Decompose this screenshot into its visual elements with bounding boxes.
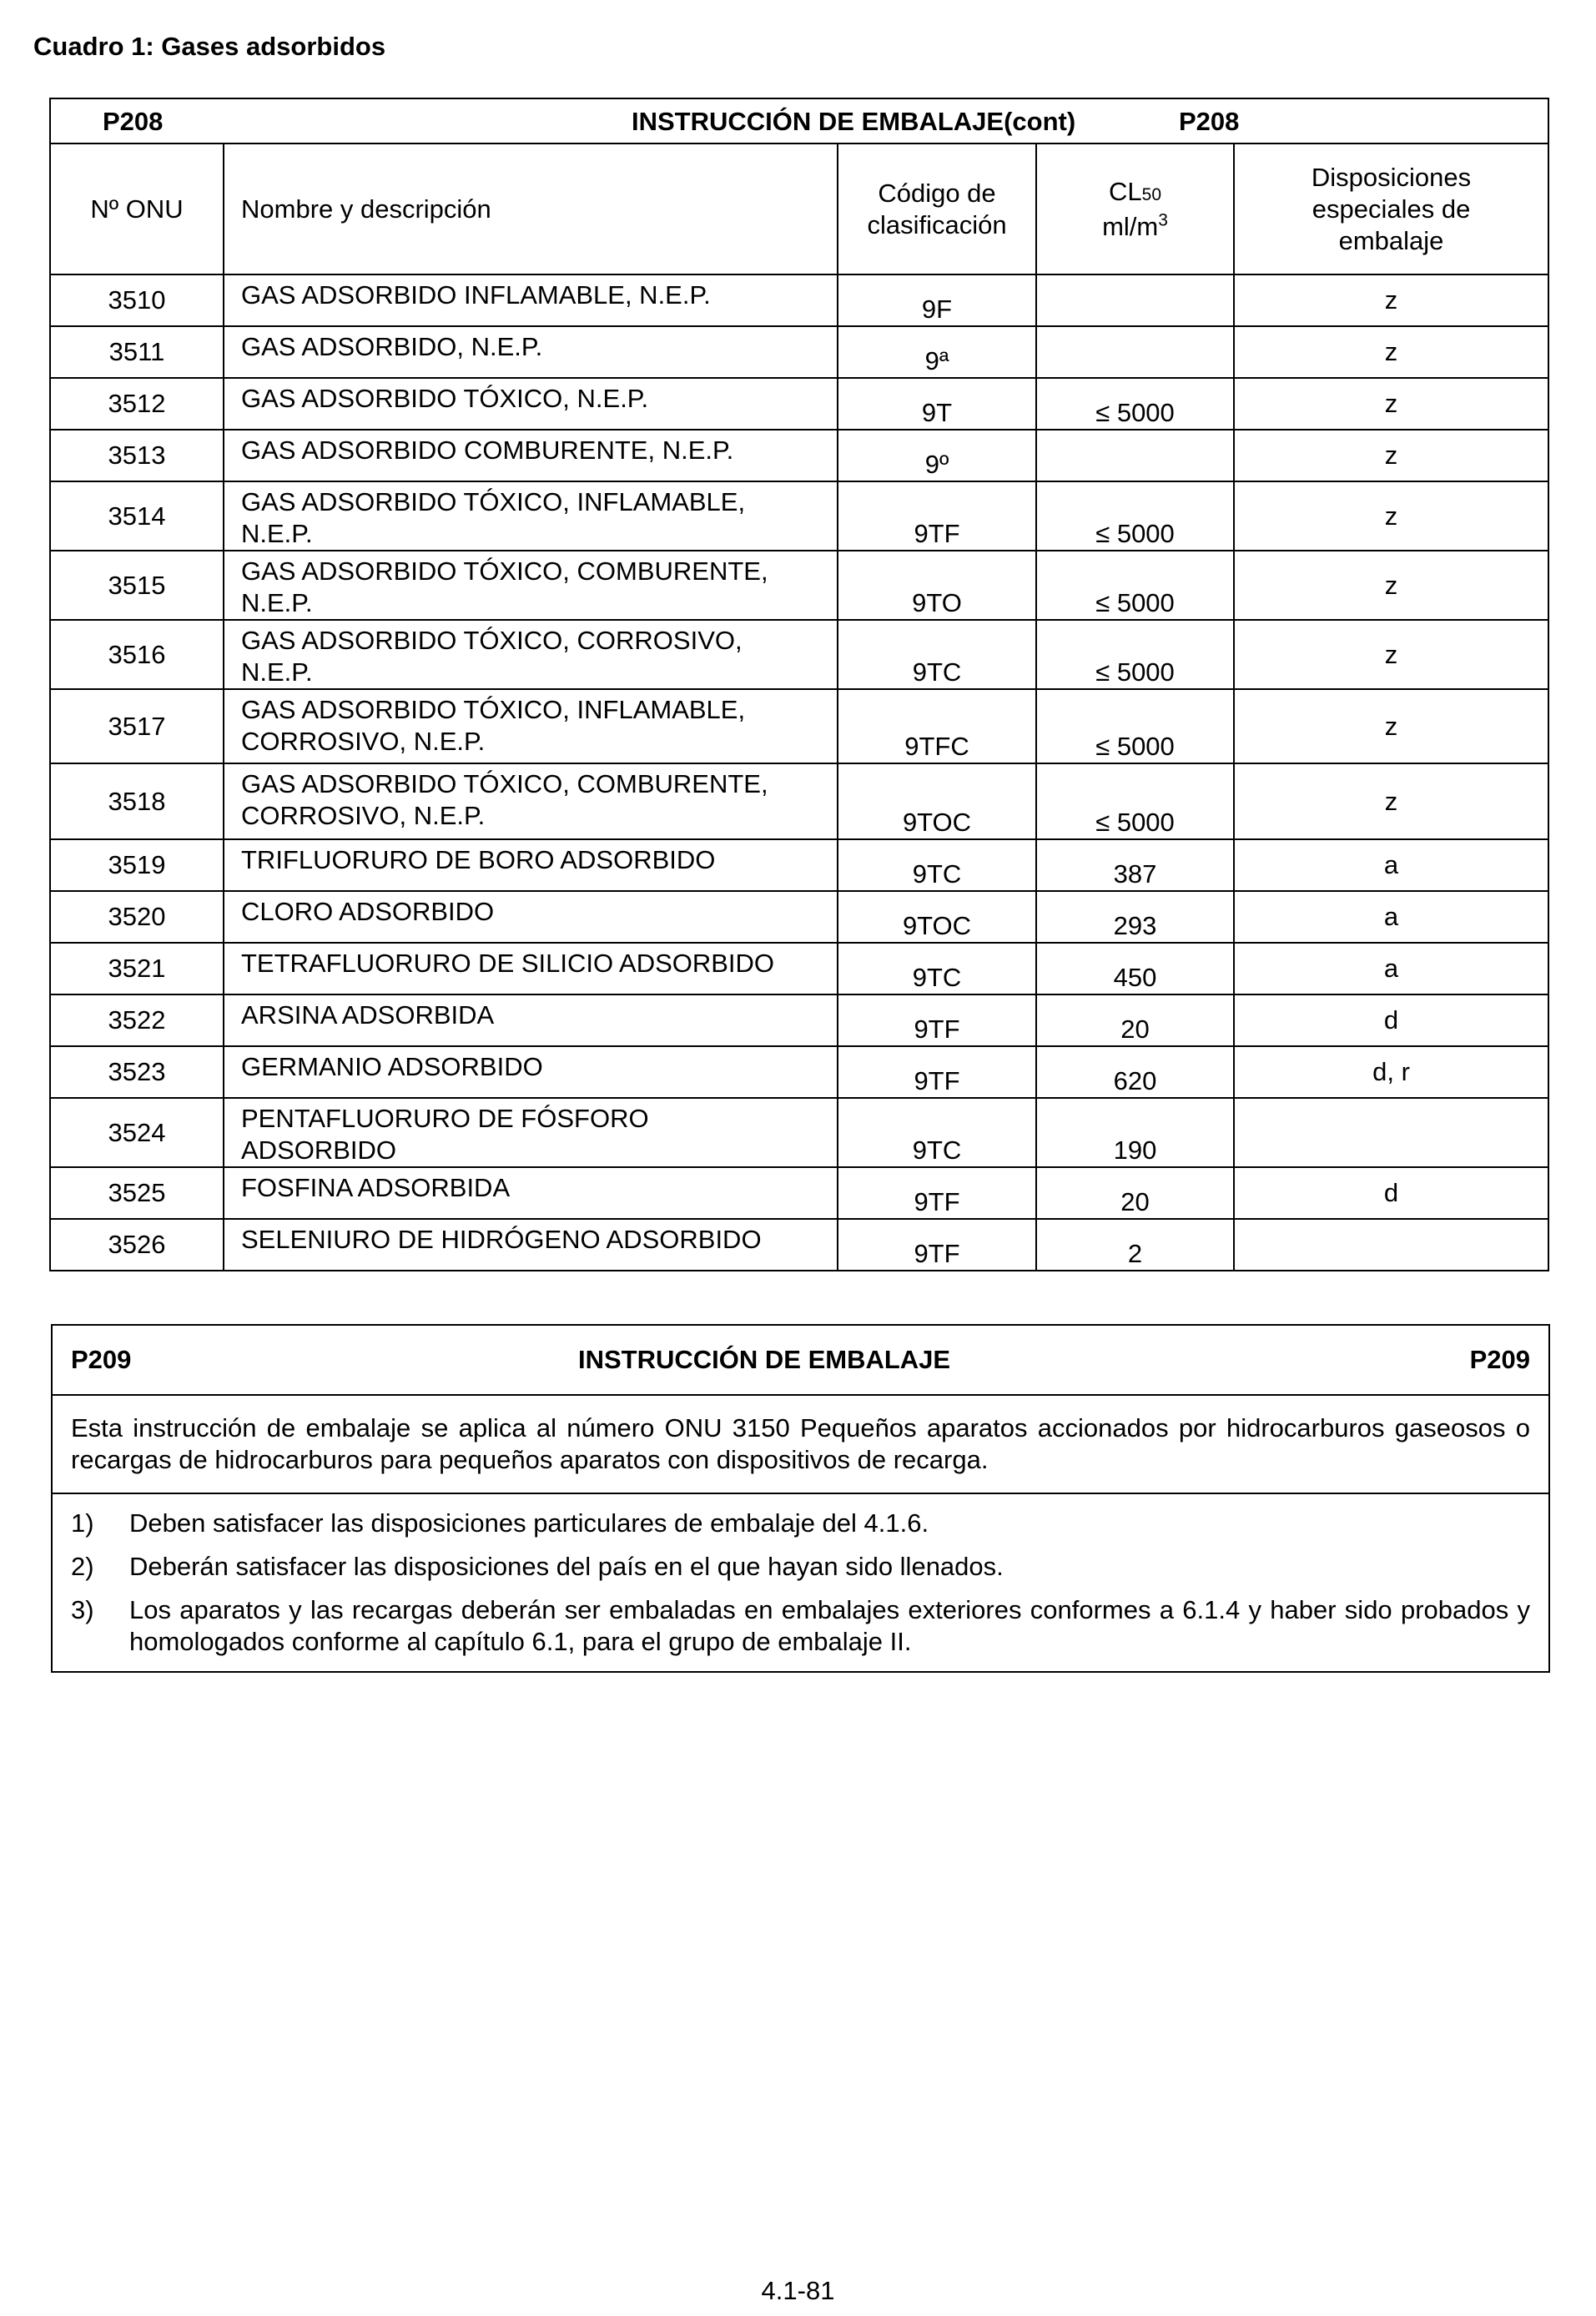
col-header-onu: Nº ONU: [50, 143, 224, 274]
onu-cell-text: 3521: [108, 954, 166, 983]
name-cell: [224, 763, 838, 839]
cl50-cell: [1036, 943, 1234, 994]
onu-cell-text: 3510: [108, 285, 166, 315]
onu-cell-text: 3518: [108, 786, 166, 816]
onu-cell: [50, 481, 224, 551]
name-cell: [224, 378, 838, 430]
cl50-cell: [1036, 430, 1234, 481]
disp-cell-text: z: [1384, 337, 1398, 366]
disp-cell-text: z: [1384, 441, 1398, 470]
disp-cell: [1234, 1046, 1548, 1098]
cl50-cell: [1036, 1167, 1234, 1219]
onu-cell: [50, 943, 224, 994]
disp-cell: [1234, 326, 1548, 378]
col-header-disp-line1: Disposiciones: [1311, 162, 1472, 192]
disp-cell-text: a: [1383, 850, 1399, 879]
name-cell: [224, 481, 838, 551]
name-cell: [224, 1219, 838, 1271]
onu-cell-text: 3516: [108, 639, 166, 669]
list-item: [71, 1551, 1530, 1583]
onu-cell-text: 3511: [108, 337, 165, 366]
name-cell-text: GAS ADSORBIDO TÓXICO, N.E.P.: [241, 384, 649, 413]
col-header-code-line1: Código de: [878, 178, 996, 208]
cl50-cell: [1036, 326, 1234, 378]
table-row: [50, 326, 1548, 378]
disp-cell-text: z: [1384, 570, 1398, 600]
col-header-disp-line3: embalaje: [1338, 225, 1444, 255]
cl50-cell: [1036, 994, 1234, 1046]
p209-intro-row: [52, 1395, 1549, 1493]
table-row: [50, 551, 1548, 620]
code-cell-text: 9TF: [914, 1066, 960, 1095]
disp-cell-text: z: [1384, 389, 1398, 418]
name-cell-text: CORROSIVO, N.E.P.: [241, 801, 486, 830]
name-cell-text: GAS ADSORBIDO COMBURENTE, N.E.P.: [241, 436, 734, 465]
name-cell-text: GAS ADSORBIDO TÓXICO, CORROSIVO,: [241, 626, 743, 655]
onu-cell-text: 3519: [108, 850, 166, 879]
disp-cell: [1234, 763, 1548, 839]
code-cell: [838, 1219, 1036, 1271]
table-row: [50, 763, 1548, 839]
cl50-cell: [1036, 891, 1234, 943]
table-row: [50, 430, 1548, 481]
code-cell: [838, 378, 1036, 430]
p208-code-right: P208: [1179, 107, 1240, 136]
table-row: [50, 378, 1548, 430]
cl50-cell: [1036, 689, 1234, 763]
cl50-cell-text: ≤ 5000: [1095, 519, 1175, 548]
name-cell: [224, 689, 838, 763]
code-cell-text: 9º: [924, 450, 949, 479]
code-cell: [838, 839, 1036, 891]
onu-cell: [50, 430, 224, 481]
cl50-cell-text: ≤ 5000: [1095, 732, 1175, 761]
disp-cell-text: z: [1384, 639, 1398, 669]
p209-title: INSTRUCCIÓN DE EMBALAJE: [578, 1345, 951, 1374]
name-cell-text: GAS ADSORBIDO TÓXICO, COMBURENTE,: [241, 769, 768, 798]
list-item: [71, 1594, 1530, 1658]
onu-cell: [50, 994, 224, 1046]
col-header-disp-line2: especiales de: [1312, 194, 1471, 224]
p209-table: [51, 1324, 1550, 1673]
onu-cell-text: 3520: [108, 902, 166, 931]
cl50-cell-text: 450: [1113, 963, 1157, 992]
col-header-code: [838, 143, 1036, 274]
code-cell-text: 9TC: [912, 859, 962, 889]
name-cell-text: CLORO ADSORBIDO: [241, 897, 495, 926]
cl50-cell: [1036, 1219, 1234, 1271]
onu-cell: [50, 274, 224, 326]
onu-cell-text: 3517: [108, 711, 166, 741]
table-row: [50, 620, 1548, 689]
code-cell: [838, 994, 1036, 1046]
disp-cell-text: z: [1384, 786, 1398, 816]
name-cell-text: PENTAFLUORURO DE FÓSFORO: [241, 1104, 649, 1133]
code-cell-text: 9TF: [914, 1239, 960, 1268]
onu-cell-text: 3514: [108, 501, 166, 531]
name-cell-text: CORROSIVO, N.E.P.: [241, 727, 486, 756]
code-cell: [838, 1167, 1036, 1219]
disp-cell: [1234, 1167, 1548, 1219]
code-cell: [838, 891, 1036, 943]
disp-cell-text: z: [1384, 501, 1398, 531]
name-cell-text: TETRAFLUORURO DE SILICIO ADSORBIDO: [241, 949, 775, 978]
code-cell: [838, 620, 1036, 689]
name-cell-text: GERMANIO ADSORBIDO: [241, 1052, 543, 1081]
name-cell-text: N.E.P.: [241, 657, 313, 687]
cl50-cell-text: 293: [1113, 911, 1157, 940]
table-row: [50, 1098, 1548, 1167]
p208-column-headers: [50, 143, 1548, 274]
table-row: [50, 1219, 1548, 1271]
onu-cell-text: 3524: [108, 1117, 166, 1147]
cl50-cell: [1036, 839, 1234, 891]
table-row: [50, 1167, 1548, 1219]
onu-cell-text: 3523: [108, 1057, 166, 1086]
code-cell-text: 9TF: [914, 1187, 960, 1216]
code-cell-text: 9TF: [914, 519, 960, 548]
cl50-cell-text: ≤ 5000: [1095, 588, 1175, 617]
name-cell: [224, 430, 838, 481]
name-cell: [224, 1046, 838, 1098]
disp-cell-text: a: [1383, 902, 1399, 931]
code-cell-text: 9TF: [914, 1015, 960, 1044]
code-cell: [838, 326, 1036, 378]
name-cell-text: ARSINA ADSORBIDA: [241, 1000, 495, 1030]
p209-items-row: [52, 1493, 1549, 1672]
code-cell-text: 9TC: [912, 963, 962, 992]
cl50-cell: [1036, 763, 1234, 839]
name-cell-text: N.E.P.: [241, 588, 313, 617]
onu-cell: [50, 1046, 224, 1098]
onu-cell: [50, 620, 224, 689]
name-cell-text: GAS ADSORBIDO TÓXICO, COMBURENTE,: [241, 556, 768, 586]
list-item-text: Los aparatos y las recargas deberán ser embaladas en embalajes exteriores conformes a 6.1.4 y haber sido probados y homologados conforme al capítulo 6.1, para el grupo de embalaje II.: [129, 1595, 1530, 1656]
cl50-cell: [1036, 1098, 1234, 1167]
code-cell: [838, 1046, 1036, 1098]
name-cell: [224, 326, 838, 378]
disp-cell: [1234, 551, 1548, 620]
disp-cell: [1234, 430, 1548, 481]
disp-cell-text: z: [1384, 285, 1398, 315]
cl-main: CL: [1109, 176, 1142, 206]
p209-code-left: P209: [71, 1345, 132, 1374]
disp-cell: [1234, 481, 1548, 551]
name-cell: [224, 943, 838, 994]
onu-cell-text: 3525: [108, 1178, 166, 1207]
name-cell: [224, 994, 838, 1046]
disp-cell: [1234, 378, 1548, 430]
cl50-cell-text: 190: [1113, 1135, 1157, 1165]
table-row: [50, 1046, 1548, 1098]
onu-cell: [50, 891, 224, 943]
code-cell-text: 9TC: [912, 657, 962, 687]
onu-cell: [50, 839, 224, 891]
list-item-number: 3): [71, 1595, 94, 1624]
p208-code-left: P208: [103, 107, 164, 136]
name-cell: [224, 891, 838, 943]
code-cell: [838, 481, 1036, 551]
cl50-cell: [1036, 1046, 1234, 1098]
cl50-cell: [1036, 551, 1234, 620]
code-cell: [838, 551, 1036, 620]
disp-cell-text: d: [1383, 1178, 1399, 1207]
code-cell: [838, 763, 1036, 839]
code-cell: [838, 430, 1036, 481]
onu-cell-text: 3512: [108, 389, 166, 418]
p208-title-row: [50, 98, 1548, 143]
name-cell-text: GAS ADSORBIDO, N.E.P.: [241, 332, 543, 361]
name-cell-text: GAS ADSORBIDO TÓXICO, INFLAMABLE,: [241, 487, 746, 516]
disp-cell: [1234, 891, 1548, 943]
col-header-disp: [1234, 143, 1548, 274]
onu-cell: [50, 1219, 224, 1271]
name-cell-text: N.E.P.: [241, 519, 313, 548]
name-cell-text: FOSFINA ADSORBIDA: [241, 1173, 511, 1202]
disp-cell-text: z: [1384, 711, 1398, 741]
onu-cell-text: 3515: [108, 570, 166, 600]
table-row: [50, 943, 1548, 994]
code-cell-text: 9T: [921, 398, 953, 427]
disp-cell: [1234, 1098, 1548, 1167]
onu-cell: [50, 326, 224, 378]
onu-cell: [50, 551, 224, 620]
cl50-cell: [1036, 481, 1234, 551]
code-cell: [838, 943, 1036, 994]
p209-items: [52, 1493, 1549, 1672]
code-cell: [838, 689, 1036, 763]
cl50-cell-text: 387: [1113, 859, 1157, 889]
onu-cell: [50, 1098, 224, 1167]
p209-intro: Esta instrucción de embalaje se aplica al número ONU 3150 Pequeños aparatos accionados por hidrocarburos gaseosos o recargas de hidrocarburos para pequeños aparatos con dispositivos de recarga.: [52, 1395, 1549, 1493]
p208-table: [49, 98, 1549, 1271]
col-header-cl50: [1036, 143, 1234, 274]
list-item: [71, 1508, 1530, 1539]
disp-cell-text: a: [1383, 954, 1399, 983]
page-heading: Cuadro 1: Gases adsorbidos: [33, 32, 386, 61]
table-row: [50, 274, 1548, 326]
disp-cell: [1234, 943, 1548, 994]
col-header-code-line2: clasificación: [867, 209, 1007, 239]
cl50-cell: [1036, 620, 1234, 689]
cl50-cell-text: ≤ 5000: [1095, 808, 1175, 837]
code-cell-text: 9TOC: [902, 911, 972, 940]
name-cell-text: ADSORBIDO: [241, 1135, 397, 1165]
table-row: [50, 689, 1548, 763]
disp-cell: [1234, 994, 1548, 1046]
cl-sub: 50: [1141, 184, 1161, 204]
list-item-number: 2): [71, 1552, 94, 1581]
disp-cell-text: d: [1383, 1005, 1399, 1035]
code-cell-text: 9ª: [924, 346, 949, 375]
onu-cell-text: 3526: [108, 1230, 166, 1259]
name-cell-text: SELENIURO DE HIDRÓGENO ADSORBIDO: [241, 1225, 762, 1254]
table-row: [50, 994, 1548, 1046]
cl50-cell-text: 20: [1120, 1187, 1150, 1216]
code-cell-text: 9F: [921, 295, 953, 324]
cl-unit: ml/m: [1102, 211, 1159, 241]
disp-cell: [1234, 1219, 1548, 1271]
cl50-cell-text: 620: [1113, 1066, 1157, 1095]
name-cell-text: TRIFLUORURO DE BORO ADSORBIDO: [241, 845, 716, 874]
name-cell-text: GAS ADSORBIDO INFLAMABLE, N.E.P.: [241, 280, 711, 310]
code-cell-text: 9TFC: [904, 732, 969, 761]
table-row: [50, 481, 1548, 551]
list-item-number: 1): [71, 1508, 94, 1538]
name-cell: [224, 274, 838, 326]
list-item-text: Deben satisfacer las disposiciones particulares de embalaje del 4.1.6.: [129, 1508, 929, 1538]
table-row: [50, 891, 1548, 943]
cl50-cell-text: 20: [1120, 1015, 1150, 1044]
name-cell: [224, 1167, 838, 1219]
name-cell-text: GAS ADSORBIDO TÓXICO, INFLAMABLE,: [241, 695, 746, 724]
disp-cell: [1234, 839, 1548, 891]
cl50-cell-text: ≤ 5000: [1095, 657, 1175, 687]
onu-cell: [50, 1167, 224, 1219]
onu-cell: [50, 763, 224, 839]
name-cell: [224, 620, 838, 689]
col-header-name: Nombre y descripción: [224, 143, 838, 274]
name-cell: [224, 1098, 838, 1167]
cl50-cell-text: 2: [1127, 1239, 1143, 1268]
p208-title: INSTRUCCIÓN DE EMBALAJE(cont): [632, 107, 1076, 136]
disp-cell-text: d, r: [1372, 1057, 1410, 1086]
code-cell: [838, 1098, 1036, 1167]
cl50-cell: [1036, 378, 1234, 430]
page-number: 4.1-81: [761, 2276, 835, 2305]
p209-code-right: P209: [1469, 1345, 1530, 1374]
disp-cell: [1234, 274, 1548, 326]
onu-cell-text: 3522: [108, 1005, 166, 1035]
p209-title-row: [52, 1325, 1549, 1395]
cl50-cell-text: ≤ 5000: [1095, 398, 1175, 427]
code-cell-text: 9TOC: [902, 808, 972, 837]
code-cell-text: 9TC: [912, 1135, 962, 1165]
table-row: [50, 839, 1548, 891]
cl-unit-sup: 3: [1158, 210, 1168, 230]
disp-cell: [1234, 620, 1548, 689]
onu-cell-text: 3513: [108, 441, 166, 470]
onu-cell: [50, 378, 224, 430]
cl50-cell: [1036, 274, 1234, 326]
list-item-text: Deberán satisfacer las disposiciones del país en el que hayan sido llenados.: [129, 1552, 1004, 1581]
code-cell: [838, 274, 1036, 326]
name-cell: [224, 839, 838, 891]
disp-cell: [1234, 689, 1548, 763]
code-cell-text: 9TO: [912, 588, 962, 617]
name-cell: [224, 551, 838, 620]
onu-cell: [50, 689, 224, 763]
